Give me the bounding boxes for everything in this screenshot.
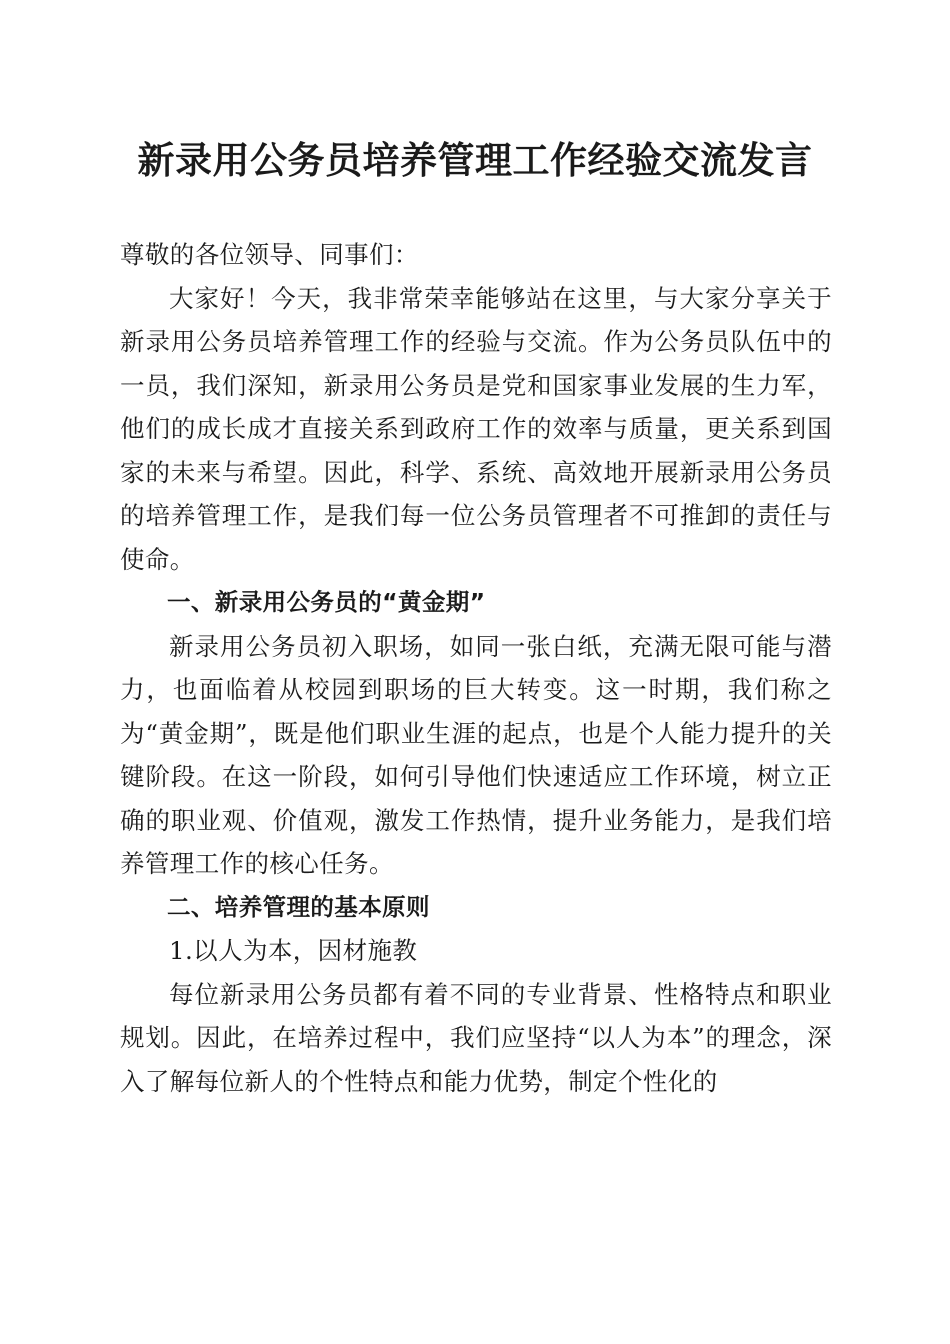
section-2-heading: 二、培养管理的基本原则 <box>167 892 430 921</box>
document-title: 新录用公务员培养管理工作经验交流发言 <box>137 138 813 182</box>
document-body <box>120 233 832 1103</box>
intro-paragraph: 大家好！今天，我非常荣幸能够站在这里，与大家分享关于新录用公务员培养管理工作的经验与交流。作为公务员队伍中的一员，我们深知，新录用公务员是党和国家事业发展的生力军，他们的成长成才直接关系到政府工作的效率与质量，更关系到国家的未来与希望。因此，科学、系统、高效地开展新录用公务员的培养管理工作，是我们每一位公务员管理者不可推卸的责任与使命。 <box>120 283 832 574</box>
section-1-paragraph: 新录用公务员初入职场，如同一张白纸，充满无限可能与潜力，也面临着从校园到职场的巨大转变。这一时期，我们称之为“黄金期”，既是他们职业生涯的起点，也是个人能力提升的关键阶段。在这一阶段，如何引导他们快速适应工作环境，树立正确的职业观、价值观，激发工作热情，提升业务能力，是我们培养管理工作的核心任务。 <box>120 631 832 878</box>
section-2-subheading: 1.以人为本，因材施教 <box>169 936 418 965</box>
section-1-heading: 一、新录用公务员的“黄金期” <box>167 588 486 616</box>
section-2-paragraph: 每位新录用公务员都有着不同的专业背景、性格特点和职业规划。因此，在培养过程中，我们应坚持“以人为本”的理念，深入了解每位新人的个性特点和能力优势，制定个性化的 <box>120 979 832 1096</box>
salutation: 尊敬的各位领导、同事们： <box>120 240 419 269</box>
